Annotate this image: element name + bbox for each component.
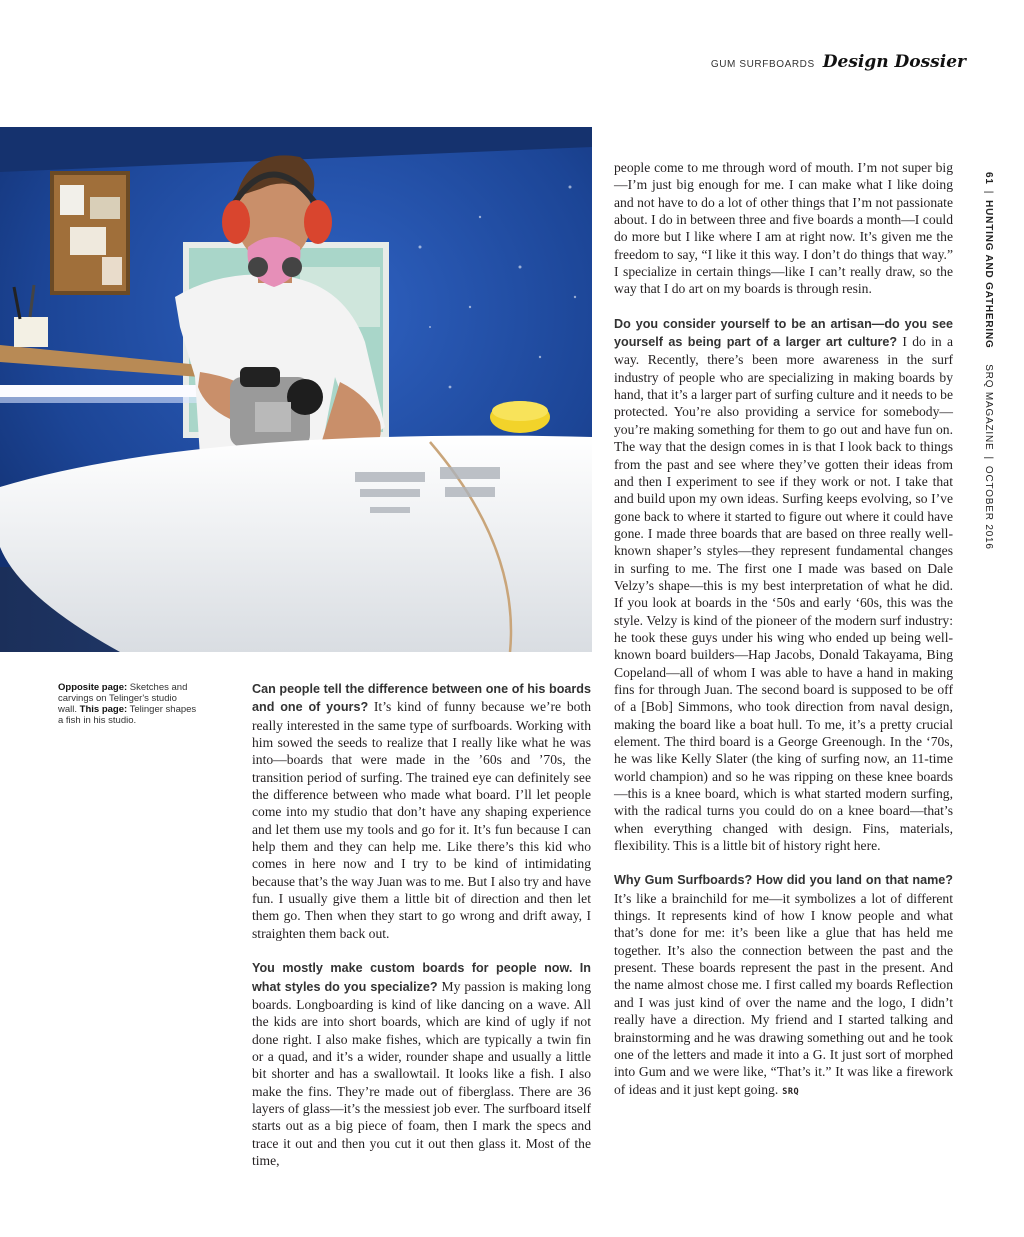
page-number: 61 [983,172,994,185]
header-section-label: GUM SURFBOARDS [710,59,815,70]
question-difference: Can people tell the difference between one of his boards and one of yours? [252,682,591,715]
qa-name [614,871,953,1100]
caption-label-this: This page: [79,704,128,715]
question-custom: You mostly make custom boards for people now. In what styles do you specialize? [252,961,591,994]
answer-custom: My passion is making long boards. Longboarding is kind of like dancing on a wave. All the kids are into short boards, which are kind of ugly if not done right. I also make fishes, which are typically a twin fin or a quad, and it’s a wider, rounder shape and usually a little bit shorter and has a swallowtail. It looks like a fish. I also make the fins. They’re made out of fiberglass. There are 36 layers of glass—it’s the messiest job ever. The surfboard itself starts out as a big piece of foam, then I mark the specs and trace it out and then you cut it out then glass it. Most of the time, [252,978,591,1168]
end-mark: SRQ [782,1086,800,1097]
running-header [711,52,966,72]
article-column-left [252,680,591,1169]
caption-label-opposite: Opposite page: [58,682,128,693]
caption-text-opposite: Sketches and carvings on Telinger's studio wall. [58,682,188,715]
qa-custom [252,959,591,1169]
qa-artisan [614,315,953,855]
answer-name: It’s like a brainchild for me—it symbolizes a lot of different things. It represents kind of how I know people and what that’s done for me: it’s been like a glue that has held me together. It’s also the connection between the past and the present. These boards represent the past in the present. And the name almost chose me. I first called my boards Reflection and I was just kind of over the name and the logo, I didn’t really have a direction. My friend and I started talking and brainstorming and he was drawing something out and he took one of the letters and made it into a G. It just sort of morphed into Gum and we were like, “That’s it.” It was like a firework of ideas and it just kept going. [614,890,953,1097]
qa-difference [252,680,591,942]
question-artisan: Do you consider yourself to be an artisan—do you see yourself as being part of a larger art culture? [614,316,953,350]
surfboard-shaping-illustration [0,127,592,652]
question-name: Why Gum Surfboards? How did you land on that name? [614,873,953,888]
answer-difference: It’s kind of funny because we’re both really interested in the same type of surfboards. Working with him sowed the seeds to realize that I really like what he was into—boards that were made in the ’60s and ’70s, the transition period of surfing. The trained eye can definitely see the difference between who made what board. I’ll let people come into my studio that don’t have any shaping experience and let them use my tools and go for it. It’s fun because I can help them and they can help me. Like there’s this kid who comes in here now and I try to be kind of intimidating because that’s the way Juan was to me. But I also try and have fun. I usually give them a little bit of direction and then let them go. Then when they start to go wrong and drift away, I straighten them back out. [252,699,591,941]
answer-artisan: I do in a way. Recently, there’s been more awareness in the surf industry of people who are specializing in making boards by hand, that it’s a larger part of surfing culture and it needs to be protected. You’re also providing a service for somebody—you’re making something for them to go out and have fun on. The way that the design comes in is that I look back to things from the past and see where they’ve gotten their ideas from and then I experiment to see if they work or not. I take that and build upon my own ideas. Surfing keeps evolving, so I’ve gone back to where it started to figure out where it could have gone. I made three boards that are based on three really well-known shaper’s styles—they represent fundamental changes in surfing to me. The first one I made was based on Dale Velzy’s shape—this is my best interpretation of what he did. If you look at boards in the ‘50s and early ‘60s, this was the style. Velzy is kind of the pioneer of the modern surf industry: he took these guys under his wing who ended up being well-known board builders—Hap Jacobs, Donald Takayama, Bing Copeland—all of whom I was able to have a hand in making fins for through Juan. The second board is supposed to be off of a [Bob] Simmons, who took direction from naval design, making the board like a boat hull. To me, it’s a pretty crucial element. The third board is a George Greenough. In the ‘70s, he was like Kelly Slater (the king of surfing now, an 11-time world champion) and so he was ripping on these knee boards—this is a knee board, which is what started modern surfing, with the radical turns you could do on a knee board—that’s when everything changed with design. Fins, materials, flexibility. This is a little bit of history right here. [614,334,953,854]
vertical-sidebar [980,172,996,550]
studio-photo [0,127,592,652]
photo-caption [58,682,198,726]
article-column-right [614,159,953,1101]
separator: | [983,190,994,195]
sidebar-issue: OCTOBER 2016 [983,465,994,550]
separator [983,349,994,365]
caption-text-this: Telinger shapes a fish in his studio. [58,704,197,726]
header-dossier-title: Design Dossier [822,52,966,72]
separator: | [983,456,994,460]
intro-paragraph: people come to me through word of mouth. I’m not super big—I’m just big enough for me. I can make what I like doing and not have to do a lot of other things that I’m not passionate about. I do in between three and five boards a month—I could do more but I like where I am at right now. It’s given me the freedom to say, “I like it this way. I don’t do things that way.” I specialize in certain things—like I can’t really draw, so the way that I do art on my boards is through resin. [614,160,953,297]
sidebar-section: HUNTING AND GATHERING [983,200,994,349]
sidebar-magazine: SRQ MAGAZINE [983,364,994,451]
